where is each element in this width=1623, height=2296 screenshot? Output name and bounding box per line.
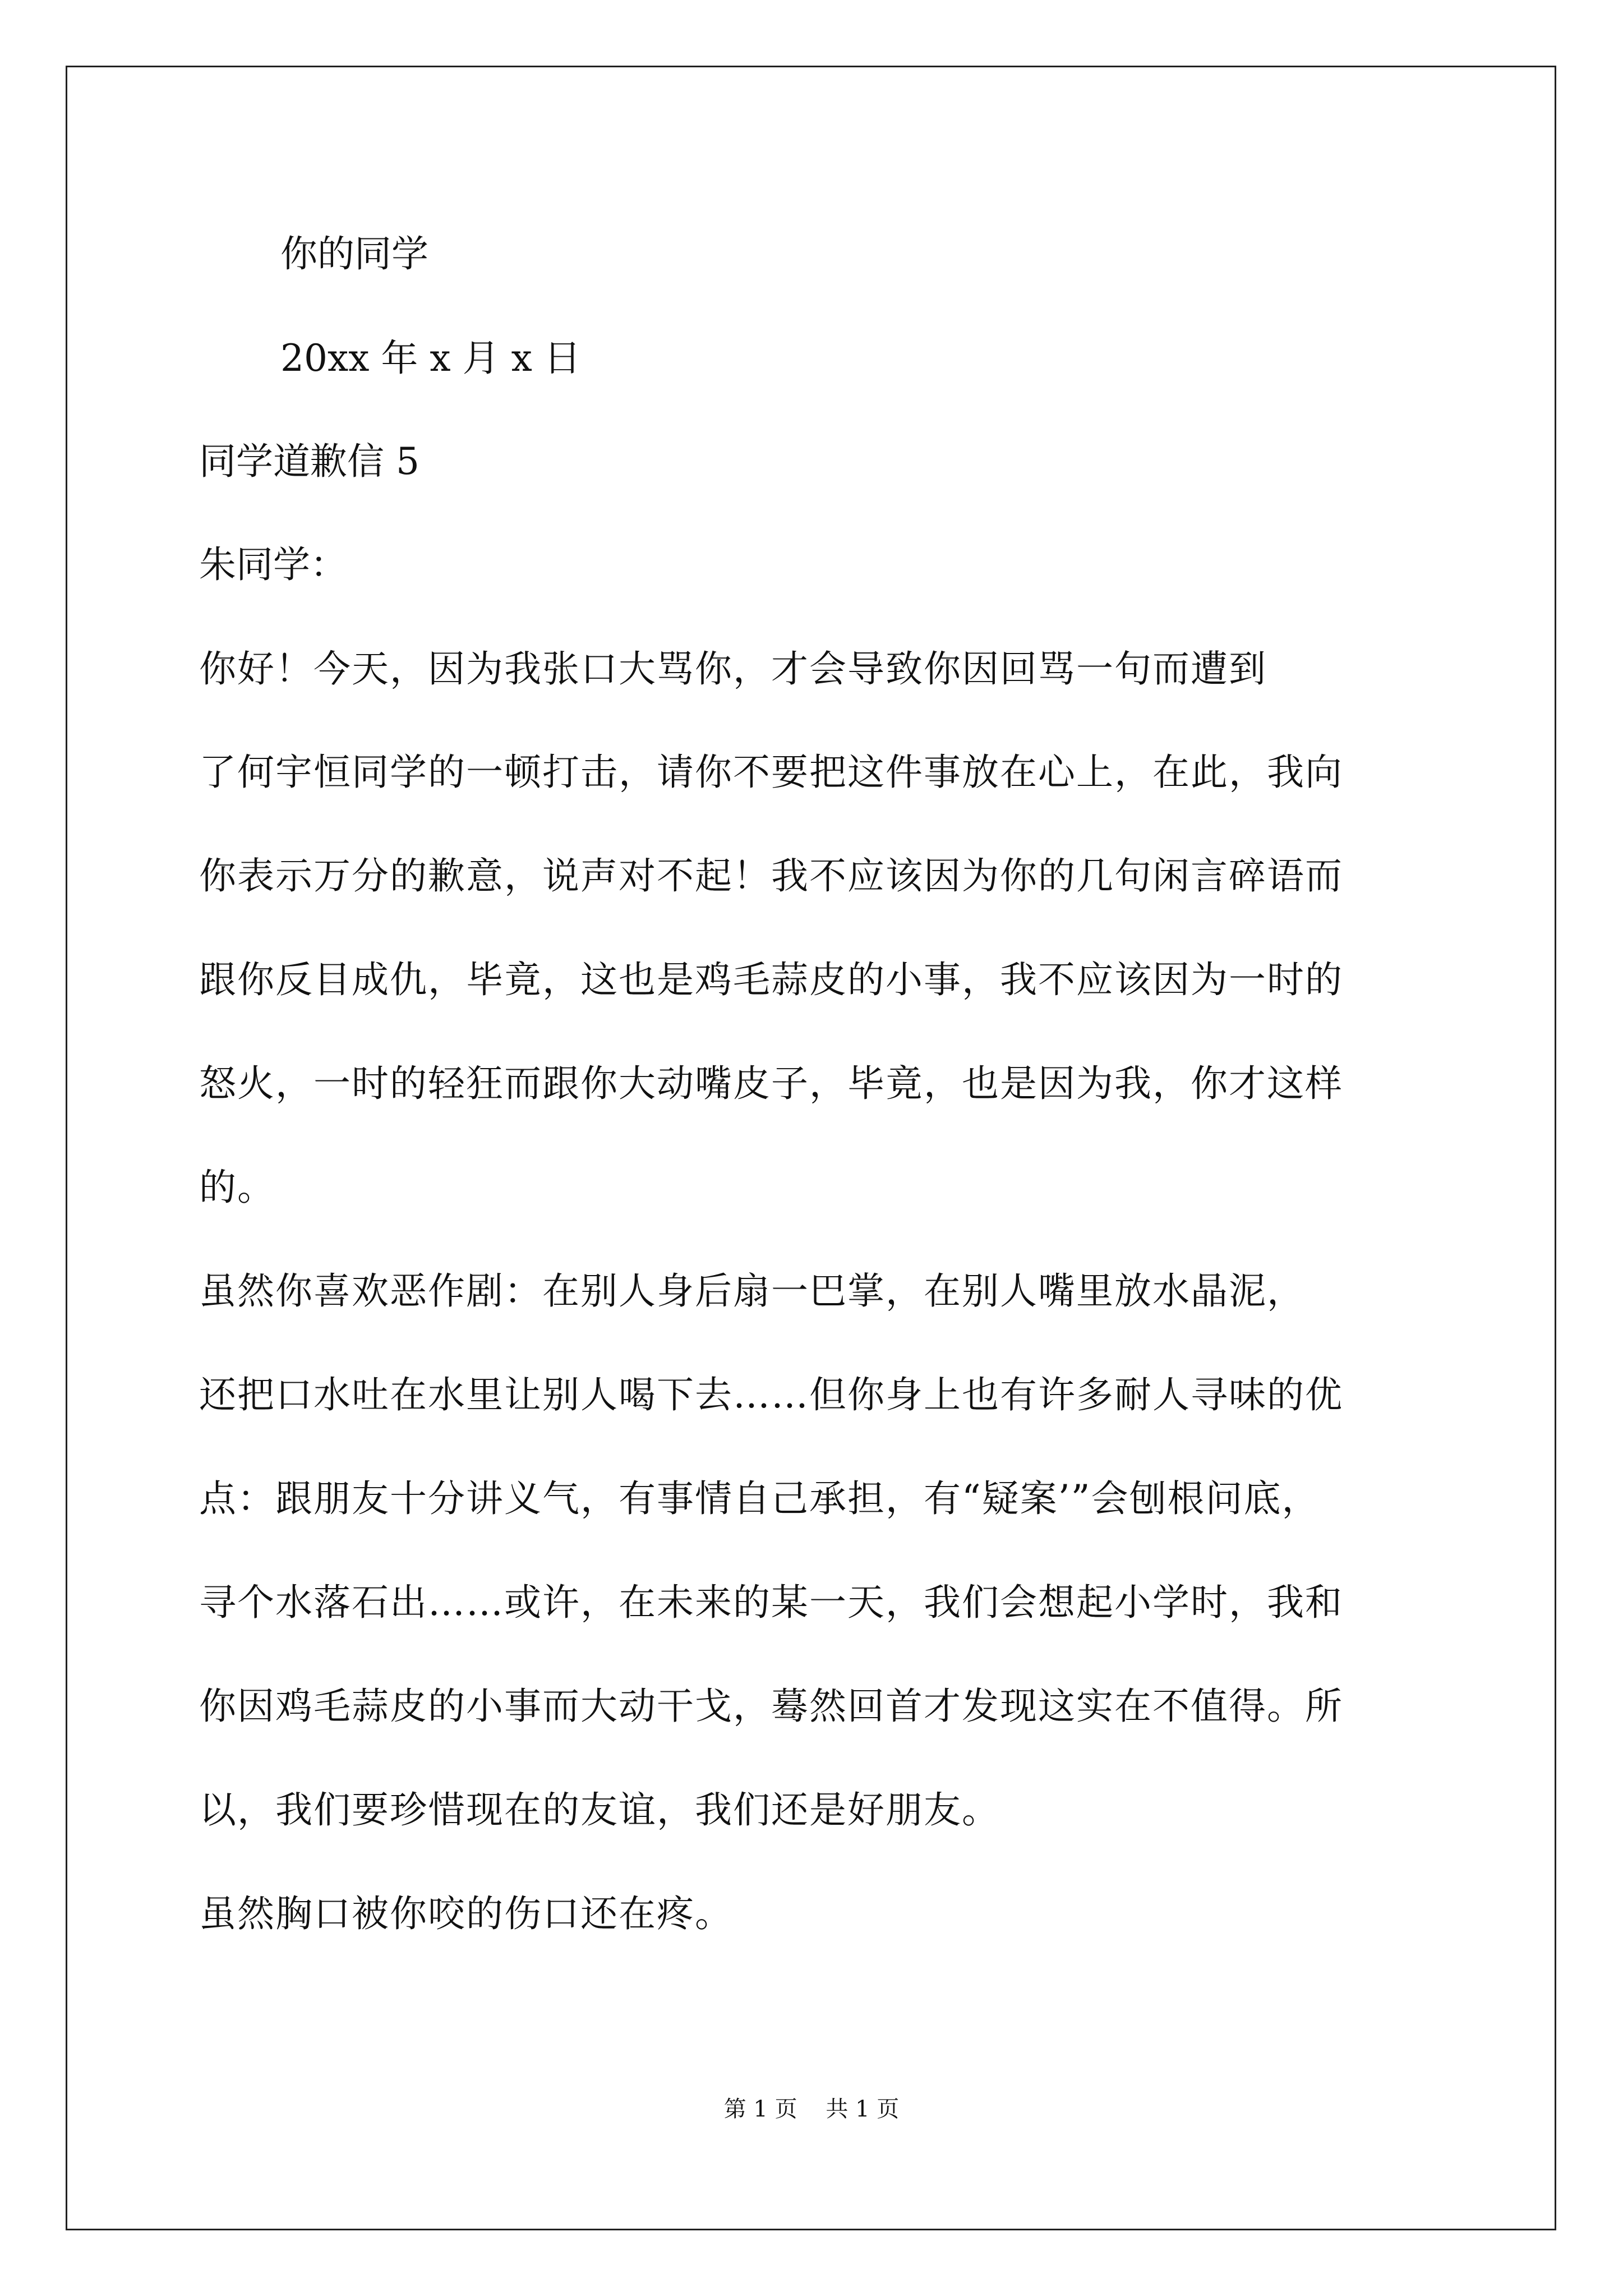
- paragraph-2-line-4: 寻个水落石出……或许，在未来的某一天，我们会想起小学时，我和: [199, 1581, 1343, 1624]
- paragraph-1-line-3: 你表示万分的歉意，说声对不起！我不应该因为你的几句闲言碎语而: [199, 854, 1343, 898]
- paragraph-2-line-3: 点：跟朋友十分讲义气，有事情自己承担，有“疑案’”会刨根问底，: [199, 1477, 1320, 1520]
- paragraph-1-line-5: 怒火，一时的轻狂而跟你大动嘴皮子，毕竟，也是因为我，你才这样: [199, 1062, 1343, 1105]
- page-footer: 第 1 页 共 1 页: [723, 2096, 900, 2122]
- paragraph-1-line-1: 你好！今天，因为我张口大骂你，才会导致你因回骂一句而遭到: [199, 647, 1267, 691]
- paragraph-1-line-4: 跟你反目成仇，毕竟，这也是鸡毛蒜皮的小事，我不应该因为一时的: [199, 958, 1343, 1001]
- section-title: 同学道歉信 5: [199, 440, 419, 483]
- paragraph-2-line-6: 以，我们要珍惜现在的友谊，我们还是好朋友。: [199, 1788, 1000, 1832]
- paragraph-2-line-1: 虽然你喜欢恶作剧：在别人身后扇一巴掌，在别人嘴里放水晶泥，: [199, 1269, 1305, 1313]
- paragraph-1-line-6: 的。: [199, 1166, 275, 1209]
- signature: 你的同学: [280, 232, 428, 275]
- paragraph-1-line-2: 了何宇恒同学的一顿打击，请你不要把这件事放在心上，在此，我向: [199, 751, 1343, 794]
- paragraph-2-line-2: 还把口水吐在水里让别人喝下去……但你身上也有许多耐人寻味的优: [199, 1373, 1343, 1416]
- paragraph-3-line-1: 虽然胸口被你咬的伤口还在疼。: [199, 1892, 733, 1935]
- salutation: 朱同学：: [199, 543, 347, 586]
- date-line: 20xx 年 x 月 x 日: [280, 337, 581, 380]
- paragraph-2-line-5: 你因鸡毛蒜皮的小事而大动干戈，蓦然回首才发现这实在不值得。所: [199, 1685, 1343, 1728]
